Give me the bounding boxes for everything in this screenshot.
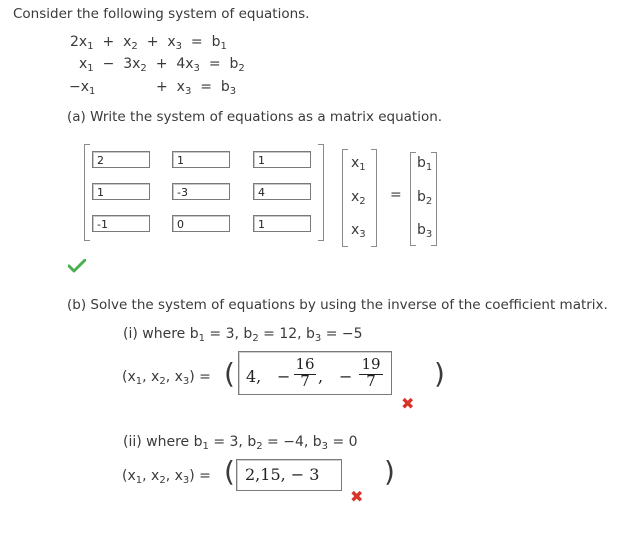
part-b-ii-close-paren: ) [384,455,395,488]
x-vector-entry-3: $x_3$ [351,222,366,240]
part-b-i-tuple-label: ($x_1$, $x_2$, $x_3$) = [122,369,211,387]
matrix-right-bracket [318,144,324,241]
matrix-cell-r2c1[interactable]: 1 [92,183,150,200]
equation-2: $x_1 - 3x_2 + 4x_3 = b_2$ [79,56,245,74]
part-b-i-condition: (i) where $b_1 = 3$, $b_2 = 12$, $b_3 = -5$ [123,326,363,344]
matrix-cell-r1c1[interactable]: 2 [92,151,150,168]
b-vector-entry-1: $b_1$ [417,155,433,173]
part-b-i-open-paren: ( [224,357,235,390]
part-b-i-fraction-2: 19 7 [359,355,383,390]
equation-3: $-x_1$ [69,79,96,97]
x-vector-left-bracket [342,149,348,247]
incorrect-x-icon: ✖ [401,394,415,413]
part-b-i-close-paren: ) [434,357,445,390]
equation-1: $2x_1 + x_2 + x_3 = b_1$ [70,34,227,52]
x-vector-entry-1: $x_1$ [351,155,366,173]
equation-3-rest: + $x_3 = b_3$ [156,79,237,97]
matrix-cell-r2c2[interactable]: -3 [172,183,230,200]
part-b-i-comma: , [318,367,324,386]
matrix-cell-r3c2[interactable]: 0 [172,215,230,232]
b-vector-entry-2: $b_2$ [417,189,433,207]
part-b-i-minus-1: − [277,367,291,386]
part-b-i-fraction-1: 16 7 [295,355,315,390]
matrix-cell-r3c1[interactable]: -1 [92,215,150,232]
b-vector-left-bracket [410,152,416,246]
part-b-ii-open-paren: ( [224,455,235,488]
matrix-cell-r1c2[interactable]: 1 [172,151,230,168]
part-a-prompt: (a) Write the system of equations as a matrix equation. [67,109,443,125]
matrix-left-bracket [84,144,90,241]
part-b-i-answer-first: 4, [246,367,262,386]
b-vector-entry-3: $b_3$ [417,222,433,240]
incorrect-x-icon: ✖ [350,487,364,506]
matrix-cell-r1c3[interactable]: 1 [253,151,311,168]
part-b-i-minus-2: − [339,367,353,386]
matrix-cell-r3c3[interactable]: 1 [253,215,311,232]
x-vector-entry-2: $x_2$ [351,189,366,207]
matrix-equals-sign: = [390,187,402,203]
part-b-ii-tuple-label: ($x_1$, $x_2$, $x_3$) = [122,468,211,486]
question-intro: Consider the following system of equations. [13,6,310,22]
matrix-cell-r2c3[interactable]: 4 [253,183,311,200]
part-b-prompt: (b) Solve the system of equations by using the inverse of the coefficient matrix. [67,297,608,313]
x-vector-right-bracket [371,149,377,247]
part-b-ii-answer: 2,15, − 3 [245,465,320,484]
correct-check-icon [68,259,86,273]
part-b-ii-condition: (ii) where $b_1 = 3$, $b_2 = -4$, $b_3 = 0$ [123,434,358,452]
